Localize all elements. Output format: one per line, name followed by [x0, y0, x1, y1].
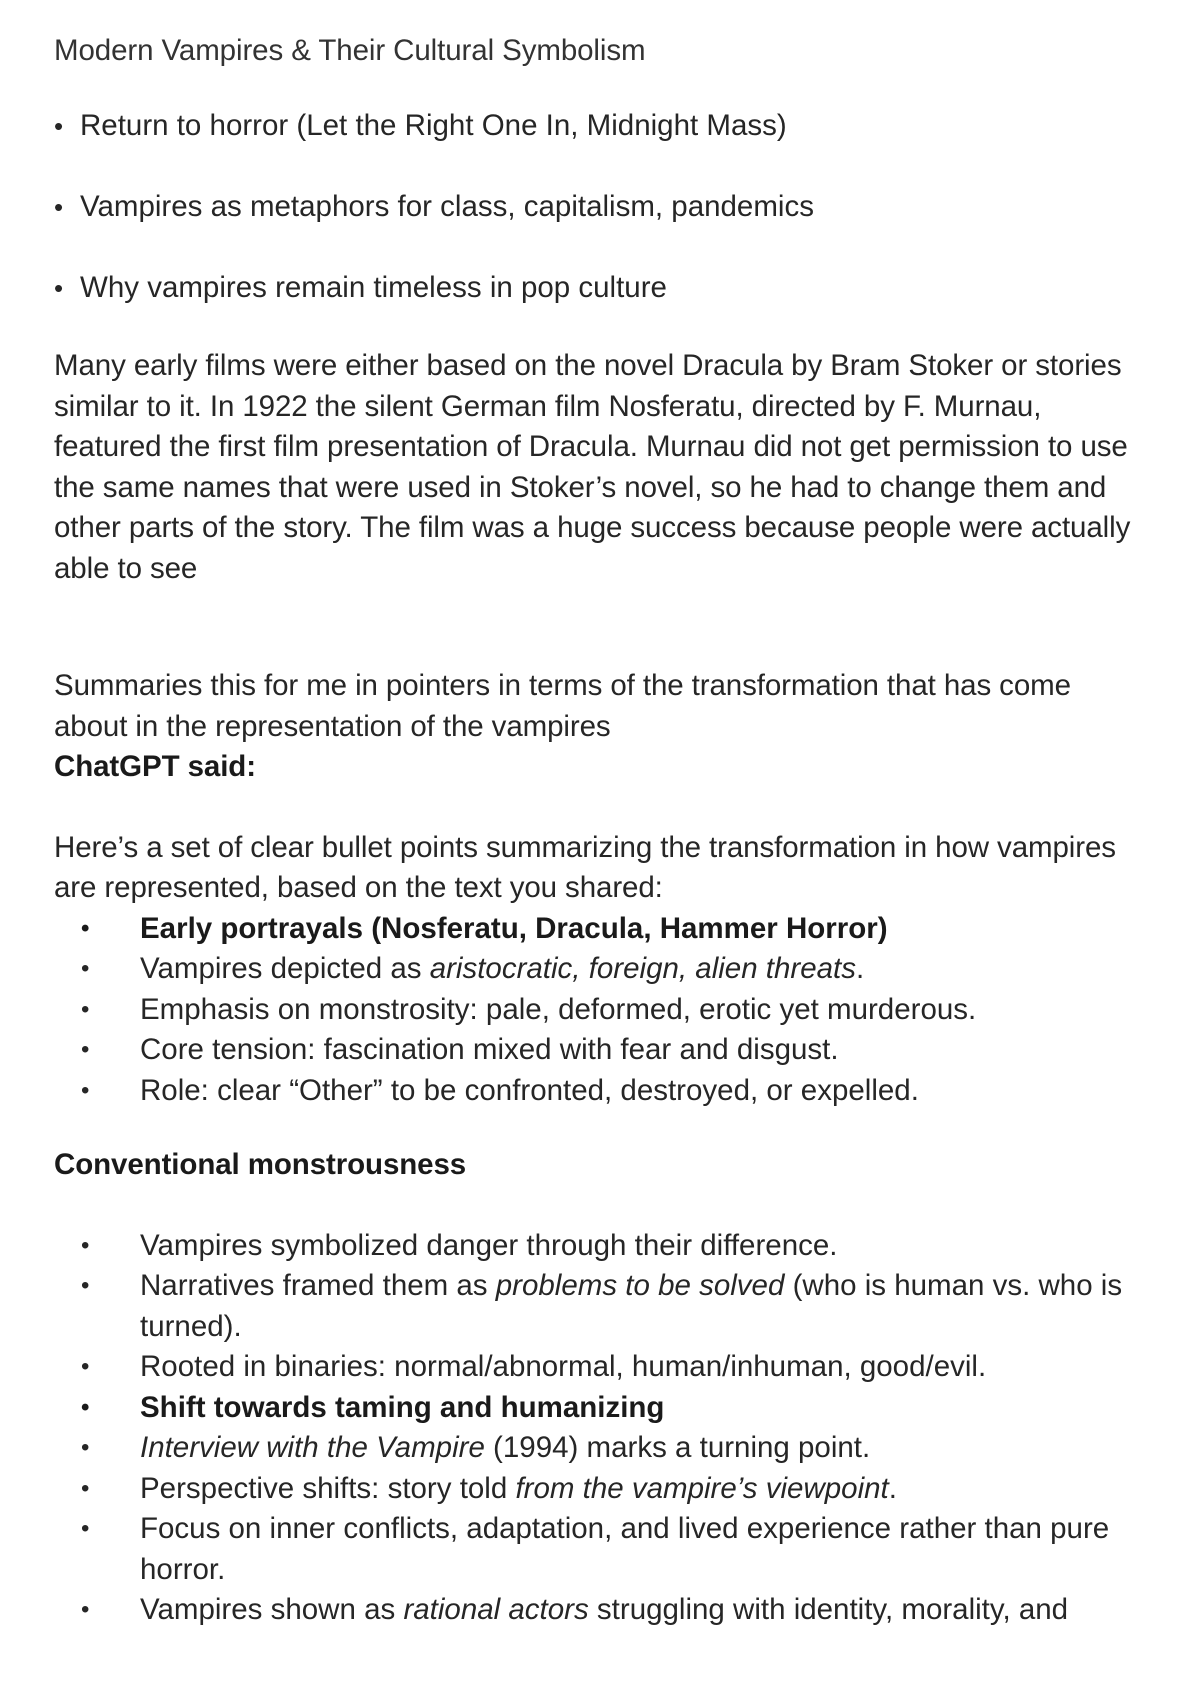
- bullet-icon: •: [81, 955, 90, 982]
- bullet-icon: •: [81, 1036, 90, 1063]
- bullet-icon: •: [81, 1272, 90, 1299]
- bullet-icon: •: [54, 273, 64, 303]
- bullet-icon: •: [81, 995, 90, 1023]
- list-item: • Focus on inner conflicts, adaptation, and lived experience rather than pure horror.: [54, 1509, 1150, 1590]
- bullet-icon: •: [81, 1231, 90, 1259]
- intro-bullet-list: [54, 106, 1150, 309]
- section-heading: • Shift towards taming and humanizing: [54, 1388, 1150, 1429]
- list-item: • Emphasis on monstrosity: pale, deformed, erotic yet murderous.: [54, 990, 1150, 1031]
- user-request: Summaries this for me in pointers in terms of the transformation that has come about in the representation of the vampires: [54, 669, 1071, 743]
- bullet-icon: •: [81, 1393, 90, 1421]
- bullet-icon: •: [81, 914, 90, 942]
- bullet-icon: •: [81, 1434, 90, 1461]
- bullet-icon: •: [81, 1474, 90, 1502]
- section-heading-conventional-monstrousness: Conventional monstrousness: [54, 1148, 467, 1181]
- source-paragraph: Many early films were either based on the novel Dracula by Bram Stoker or stories similar to it. In 1922 the silent German film Nosferatu, directed by F. Murnau, featured the first film presentation of Dracula. Murnau did not get permission to use the same names that were used in Stoker’s novel, so he had to change them and other parts of the story. The film was a huge success because people were actually able to see: [54, 349, 1131, 585]
- list-item: • Core tension: fascination mixed with fear and disgust.: [54, 1030, 1150, 1071]
- list-item: • Perspective shifts: story told from the vampire’s viewpoint.: [54, 1469, 1150, 1510]
- bullet-icon: •: [81, 1596, 90, 1623]
- list-item: • Vampires symbolized danger through their difference.: [54, 1226, 1150, 1267]
- response-intro: Here’s a set of clear bullet points summarizing the transformation in how vampires are represented, based on the text you shared:: [54, 830, 1116, 904]
- list-item: • Vampires as metaphors for class, capitalism, pandemics: [54, 187, 1150, 228]
- bullet-icon: •: [54, 111, 64, 141]
- section-heading: • Early portrayals (Nosferatu, Dracula, Hammer Horror): [54, 909, 1150, 950]
- list-item: • Return to horror (Let the Right One In, Midnight Mass): [54, 106, 1150, 147]
- document-page: [54, 31, 1150, 1631]
- section-conventional-monstrousness: [54, 1226, 1150, 1631]
- list-item: • Rooted in binaries: normal/abnormal, human/inhuman, good/evil.: [54, 1347, 1150, 1388]
- list-item: • Vampires shown as rational actors struggling with identity, morality, and: [54, 1590, 1150, 1631]
- list-item: • Vampires depicted as aristocratic, foreign, alien threats.: [54, 949, 1150, 990]
- list-item: • Interview with the Vampire (1994) marks a turning point.: [54, 1428, 1150, 1469]
- bullet-icon: •: [81, 1076, 90, 1104]
- speaker-label: ChatGPT said:: [54, 750, 256, 783]
- bullet-icon: •: [81, 1515, 90, 1542]
- list-item: • Why vampires remain timeless in pop culture: [54, 268, 1150, 309]
- bullet-icon: •: [81, 1353, 90, 1380]
- section-early-portrayals: [54, 909, 1150, 1112]
- list-item: • Role: clear “Other” to be confronted, destroyed, or expelled.: [54, 1071, 1150, 1112]
- document-title: Modern Vampires & Their Cultural Symbolism: [54, 34, 646, 67]
- bullet-icon: •: [54, 192, 64, 222]
- list-item: • Narratives framed them as problems to be solved (who is human vs. who is turned).: [54, 1266, 1150, 1347]
